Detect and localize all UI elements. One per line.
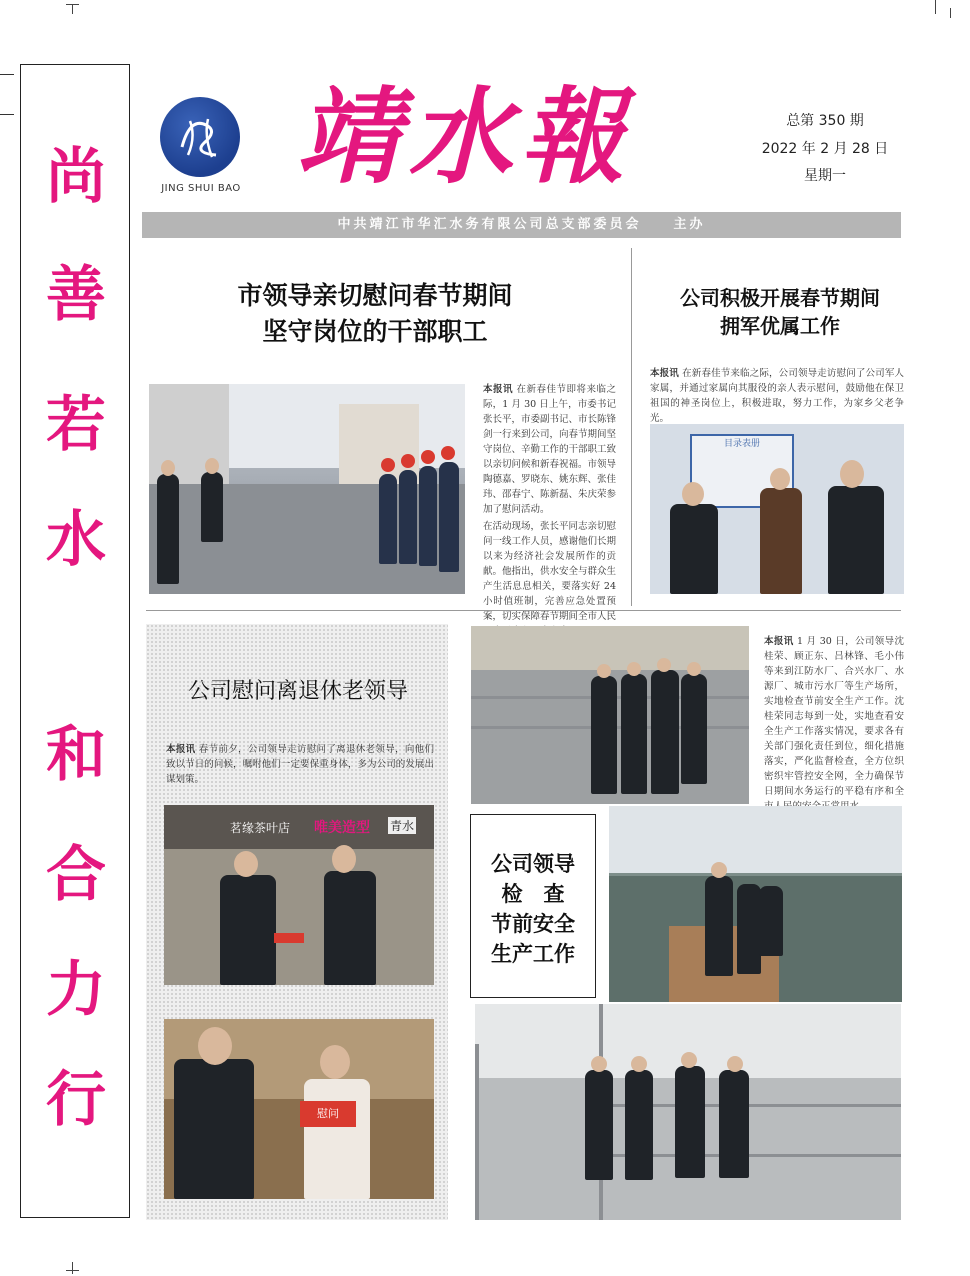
paragraph: 1 月 30 日，公司领导沈桂荣、顾正东、吕林锋、毛小伟等来到江防水厂、合兴水厂、水源厂、城市污水厂等生产场所，实地检查节前安全生产工作。沈桂荣同志每到一处，实地查看安全生产工作落实情况，要求各有关部门强化责任到位，细化措施落实，严化监督检查，全方位织密织牢管控安全网，全力确保节日期间水务运行的平稳有序和全 [764,636,904,797]
issue-weekday: 星期一 [804,168,846,184]
headline-line: 坚守岗位的干部职工 [262,317,488,346]
adjacent-page-strip [0,64,16,1224]
headline-line: 公司领导 [491,852,575,876]
newspaper-title: 靖水報 [296,75,633,198]
slogan-char: 若 [46,390,106,460]
photo-retired-leader-1 [164,805,434,985]
wall-sign: 目录表册 [690,434,794,508]
headline-line: 拥军优属工作 [720,314,840,338]
paragraph: 春节前夕，公司领导走访慰问了离退休老领导，向他们致以节日的问候，嘱咐他们一定要保重身体，多为公司的发展出谋划策。 [166,744,434,785]
article4-body [764,634,904,814]
photo-waterworks-3 [475,1004,901,1220]
issue-date: 2022 年 2 月 28 日 [761,141,889,157]
crop-mark [72,1262,73,1274]
crop-mark [66,1270,79,1271]
crop-mark [66,4,79,5]
headline-line: 检 查 [501,882,565,906]
crop-mark [935,0,936,14]
byline: 本报讯 [650,368,679,379]
article3-body [166,742,434,787]
paragraph: 在活动现场，张长平同志亲切慰问一线工作人员，感谢他们长期以来为经济社会发展所作的贡献。他指出，供水安全与群众生产生活息息相关，要落实好 24 小时值班制，完善应急处置预案，切实保障春节期间全市人民 [483,521,617,622]
article4-boxed-title [470,814,596,998]
shop-sign: 唯美造型 [314,820,370,836]
slogan-char: 合 [46,840,106,910]
headline-line: 市领导亲切慰问春节期间 [237,281,513,310]
column-divider [631,248,632,606]
article2-headline [645,284,915,340]
slogan-char: 和 [46,720,106,790]
crop-mark [950,8,951,18]
byline: 本报讯 [166,744,196,755]
photo-retired-leader-2 [164,1019,434,1199]
headline-line: 公司积极开展春节期间 [680,286,880,310]
article2-body [650,366,904,426]
red-envelope: 慰问 [300,1101,356,1127]
photo-military-family [650,424,904,594]
slogan-char: 水 [46,505,106,575]
headline-line: 生产工作 [491,942,575,966]
slogan-char: 善 [46,260,106,330]
article1-headline [150,278,600,350]
slogan-char: 尚 [46,142,106,212]
paragraph: 在新春佳节来临之际，公司领导走访慰问了公司军人家属，并通过家属向其服役的亲人表示慰问，鼓励他在保卫祖国的神圣岗位上，积极进取，努力工作，为家乡父老争光。 [650,368,904,424]
photo-waterworks-1 [471,626,749,804]
byline: 本报讯 [483,384,513,395]
shop-sign: 青水 [390,819,415,833]
crop-mark [72,4,73,14]
slogan-box [20,64,130,1218]
headline-line: 节前安全 [491,912,575,936]
photo-waterworks-2 [609,806,902,1002]
article3-headline: 公司慰问离退休老领导 [187,679,408,704]
slogan-char: 行 [46,1065,106,1135]
sponsor-bar: 中共靖江市华汇水务有限公司总支部委员会 主办 [142,212,901,238]
issue-number: 总第 350 期 [786,113,864,129]
article1-body [483,382,616,639]
photo-city-leaders [149,384,465,594]
section-divider [146,610,901,611]
logo-caption: JING SHUI BAO [161,183,241,194]
shop-sign: 茗缘茶叶店 [230,821,291,835]
byline: 本报讯 [764,636,794,647]
paragraph: 在新春佳节即将来临之际，1 月 30 日上午，市委书记张长平，市委副书记、市长陈锋剑一行来到公司，向春节期间坚守岗位、辛勤工作的干部职工致以亲切问候和新春祝福。市领导陶德嘉、罗晓东、姚东辉、张佳玮、邵春宁、陈新磊、朱庆荣参加了慰问活动。 [483,384,617,515]
logo-icon [160,97,240,177]
slogan-char: 力 [46,955,106,1025]
